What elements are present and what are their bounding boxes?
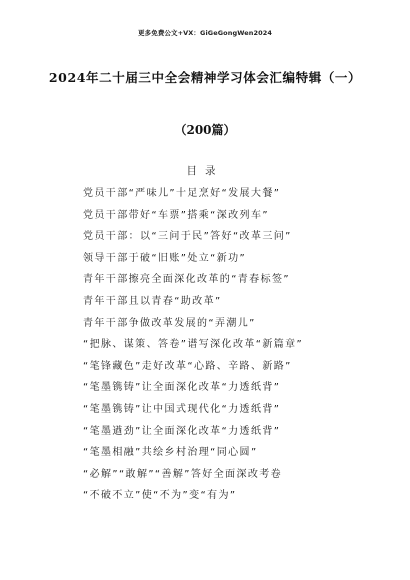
toc-item[interactable]: “笔墨镌铸”让全面深化改革“力透纸背” xyxy=(83,382,281,394)
toc-list xyxy=(83,183,303,507)
toc-item[interactable]: 党员干部带好“车票”搭乘“深改列车” xyxy=(83,209,269,221)
toc-item[interactable]: 党员干部：以“三问于民”答好“改革三问” xyxy=(83,231,292,243)
header-note: 更多免费公文+VX：GiGeGongWen2024 xyxy=(138,29,272,37)
toc-item[interactable]: “笔墨遒劲”让全面深化改革“力透纸背” xyxy=(83,425,281,437)
toc-item[interactable]: “必解”“敢解”“善解”答好全面深改考卷 xyxy=(83,468,283,480)
toc-item[interactable]: 领导干部于破“旧账”处立“新功” xyxy=(83,252,247,264)
toc-item[interactable]: 青年干部且以青春“助改革” xyxy=(83,295,222,307)
toc-item[interactable]: “把脉、谋策、答卷”谱写深化改革“新篇章” xyxy=(83,339,304,351)
toc-item[interactable]: 青年干部擦亮全面深化改革的“青春标签” xyxy=(83,274,290,286)
toc-item[interactable]: “笔墨镌铸”让中国式现代化“力透纸背” xyxy=(83,403,281,415)
toc-item[interactable]: 党员干部“严味儿”十足烹好“发展大餐” xyxy=(83,188,281,199)
document-title: 2024年二十届三中全会精神学习体会汇编特辑（一） xyxy=(48,70,362,85)
toc-item[interactable]: “不破不立”使“不为”变“有为” xyxy=(83,490,237,502)
toc-item[interactable]: “笔墨相融”共绘乡村治理“同心圆” xyxy=(83,447,258,459)
toc-item[interactable]: “笔锋藏色”走好改革“心路、辛路、新路” xyxy=(83,360,292,372)
toc-item[interactable]: 青年干部争做改革发展的“弄潮儿” xyxy=(83,317,256,329)
toc-heading: 目录 xyxy=(186,165,224,177)
document-subtitle: （200篇） xyxy=(174,123,236,137)
